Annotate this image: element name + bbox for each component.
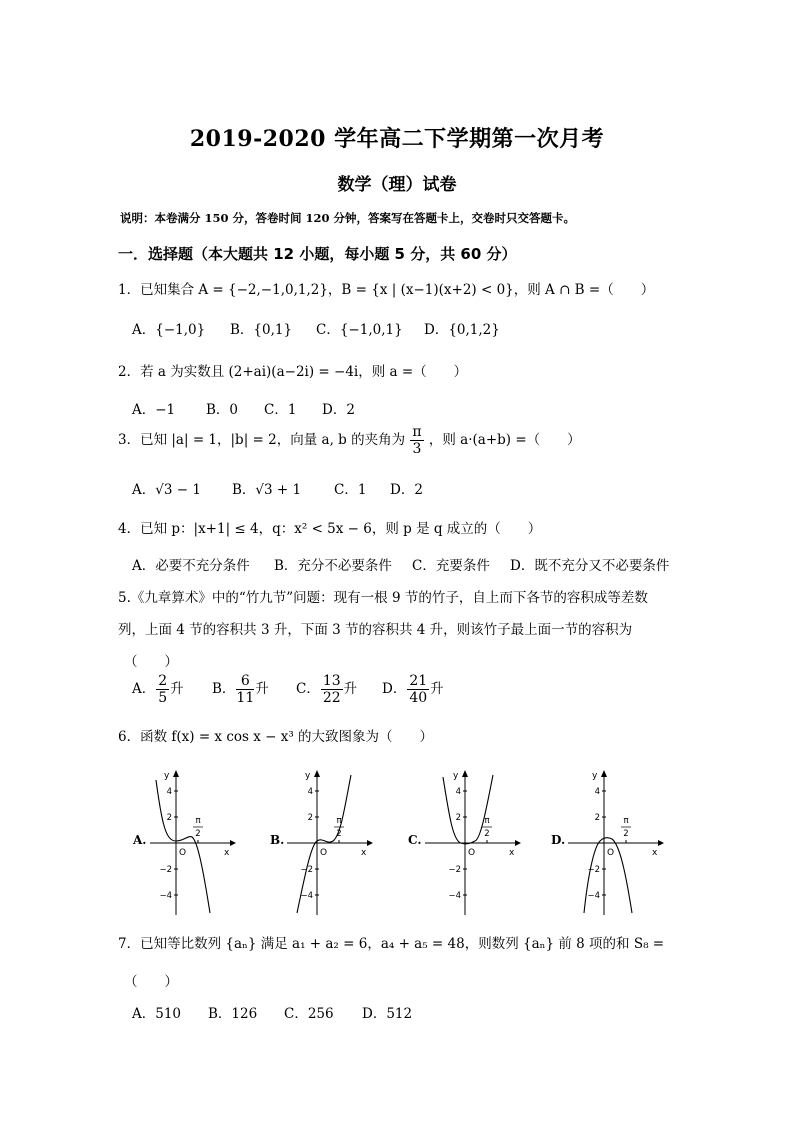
x-axis-label: x [509,848,515,858]
question-3-stem-post: ，则 a·(a+b) =（ ） [428,432,581,448]
pi-half-denominator: 2 [623,829,629,839]
question-4-option-b: B．充分不必要条件 [274,558,392,574]
question-1-option-b: B．{0,1} [230,322,293,338]
question-2-option-a: A．−1 [132,402,176,418]
origin-label: O [320,848,328,858]
y-tick-label: 4 [166,787,172,797]
question-3-option-b: B．√3 + 1 [232,482,302,498]
y-axis-label: y [305,771,311,781]
page-title: 2019-2020 学年高二下学期第一次月考 [189,126,605,152]
question-2-stem: 2．若 a 为实数且 (2+ai)(a−2i) = −4i，则 a =（ ） [118,364,468,380]
graph-d-label: D. [551,833,566,847]
pi-half-numerator: π [484,816,490,826]
y-tick-label: 4 [594,787,600,797]
graph-a-label: A. [133,833,147,847]
pi-half-numerator: π [336,816,342,826]
y-tick-label: −2 [587,865,600,875]
y-tick-label: 4 [455,787,461,797]
question-4-option-c: C．充要条件 [412,558,490,574]
y-tick-label: −2 [159,865,172,875]
x-axis-arrow [658,840,664,846]
y-axis-arrow [462,770,468,777]
question-7-option-b: B．126 [208,1006,258,1022]
option-fraction: $\frac{13}{22}$ [322,673,341,706]
y-tick-label: 2 [166,813,172,823]
question-5-option-d: D． $\frac{21}{40}$ 升 [382,673,444,706]
y-tick-label: 2 [307,813,313,823]
question-4-option-a: A．必要不充分条件 [132,558,250,574]
question-3-stem [118,425,581,456]
page-subtitle: 数学（理）试卷 [337,175,457,195]
graph-c-label: C. [408,833,422,847]
y-axis-label: y [592,771,598,781]
pi-half-denominator: 2 [484,829,490,839]
question-6-stem: 6．函数 f(x) = x cos x − x³ 的大致图象为（ ） [118,729,434,745]
origin-label: O [607,848,615,858]
question-1-stem: 1．已知集合 A = {−2,−1,0,1,2}，B = {x | (x−1)(x+2) < 0}，则 A ∩ B =（ ） [118,282,655,298]
question-5-option-b: B． $\frac{6}{11}$ 升 [212,673,269,706]
question-3-option-c: C．1 [334,482,367,498]
pi-over-3-fraction [410,425,423,456]
pi-half-denominator: 2 [195,829,201,839]
origin-label: O [179,848,187,858]
question-5-line-3: （ ） [124,654,178,670]
question-2-option-c: C．1 [264,402,297,418]
question-3-option-d: D．2 [390,482,423,498]
question-7-option-a: A．510 [132,1006,182,1022]
y-tick-label: −2 [300,865,313,875]
option-fraction: $\frac{6}{11}$ [236,673,255,706]
question-1-option-d: D．{0,1,2} [424,322,500,338]
question-1-option-a: A．{−1,0} [132,322,206,338]
graph-b-label: B. [270,833,285,847]
origin-label: O [468,848,476,858]
graph-d [566,765,666,915]
y-axis-label: y [164,771,170,781]
y-axis-arrow [601,770,607,777]
question-7-line-1: 7．已知等比数列 {aₙ} 满足 a₁ + a₂ = 6，a₄ + a₅ = 48，则数列 {aₙ} 前 8 项的和 S₈ = [118,936,665,952]
question-5-option-c: C． $\frac{13}{22}$ 升 [296,673,358,706]
exam-note: 说明：本卷满分 150 分，答卷时间 120 分钟，答案写在答题卡上，交卷时只交答题卡。 [120,211,576,225]
question-2-option-d: D．2 [322,402,355,418]
x-axis-label: x [224,848,230,858]
y-tick-label: 4 [307,787,313,797]
y-axis-arrow [173,770,179,777]
pi-half-numerator: π [195,816,201,826]
graph-a [148,765,238,915]
y-tick-label: −4 [300,891,313,901]
question-3-stem-pre: 3．已知 |a| = 1，|b| = 2，向量 a, b 的夹角为 [118,432,406,448]
question-7-option-d: D．512 [362,1006,413,1022]
question-4-stem: 4．已知 p：|x+1| ≤ 4，q：x² < 5x − 6，则 p 是 q 成立的（ ） [118,521,542,537]
x-axis-label: x [361,848,367,858]
pi-half-denominator: 2 [336,829,342,839]
y-tick-label: −4 [159,891,172,901]
section-heading: 一．选择题（本大题共 12 小题，每小题 5 分，共 60 分） [118,245,517,263]
question-5-line-1: 5.《九章算术》中的“竹九节”问题：现有一根 9 节的竹子，自上而下各节的容积成等差数 [118,590,648,606]
question-1-option-c: C．{−1,0,1} [316,322,403,338]
fraction-numerator: π [412,424,422,440]
y-axis-arrow [314,770,320,777]
y-tick-label: 2 [594,813,600,823]
x-axis-arrow [230,840,236,846]
question-2-option-b: B．0 [206,402,239,418]
question-4-option-d: D．既不充分又不必要条件 [510,558,670,574]
question-7-option-c: C．256 [284,1006,334,1022]
y-tick-label: −2 [448,865,461,875]
y-tick-label: 2 [455,813,461,823]
x-axis-arrow [367,840,373,846]
option-fraction: $\frac{2}{5}$ [158,673,168,706]
x-axis-arrow [515,840,521,846]
y-tick-label: −4 [587,891,600,901]
fraction-denominator: 3 [412,441,422,457]
x-axis-label: x [652,848,658,858]
pi-half-numerator: π [623,816,629,826]
y-axis-label: y [453,771,459,781]
graph-b [285,765,375,915]
y-tick-label: −4 [448,891,461,901]
question-5-option-a: A． $\frac{2}{5}$ 升 [132,673,184,706]
option-fraction: $\frac{21}{40}$ [409,673,428,706]
question-5-line-2: 列，上面 4 节的容积共 3 升，下面 3 节的容积共 4 升，则该竹子最上面一节的容积为 [118,622,633,638]
question-7-line-2: （ ） [124,974,178,990]
question-3-option-a: A．√3 − 1 [132,482,201,498]
graph-c [423,765,523,915]
